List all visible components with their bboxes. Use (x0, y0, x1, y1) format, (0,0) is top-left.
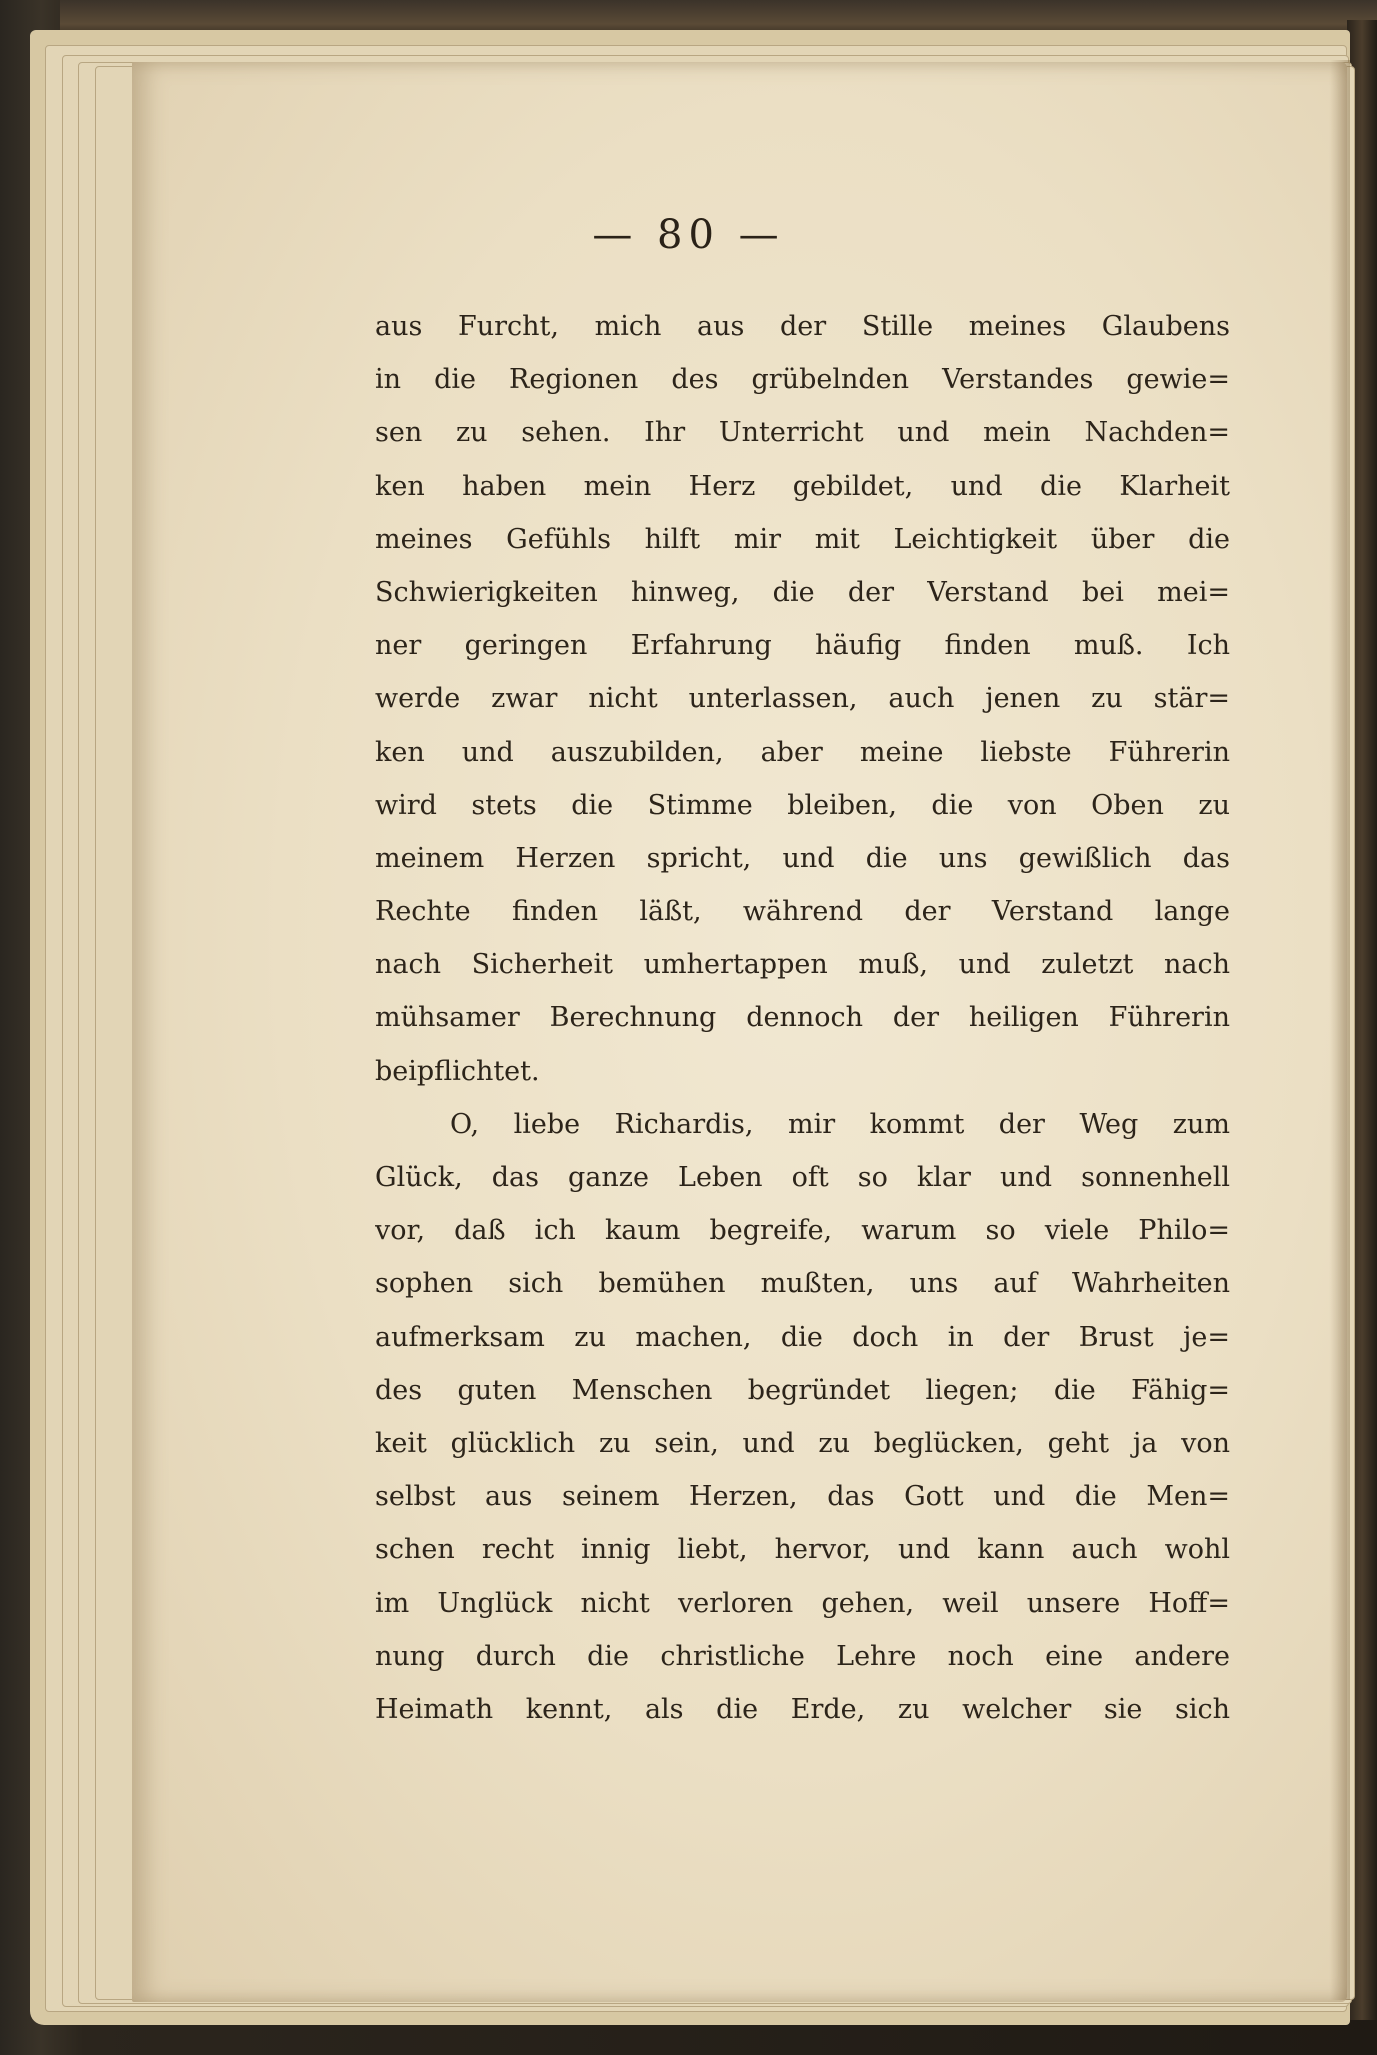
text-line: des guten Menschen begründet liegen; die Fähig= (375, 1374, 1230, 1406)
text-line: O, liebe Richardis, mir kommt der Weg zum (450, 1108, 1230, 1140)
text-line: ner geringen Erfahrung häufig finden muß. Ich (375, 630, 1230, 662)
text-line: im Unglück nicht verloren gehen, weil unsere Hoff= (375, 1587, 1230, 1619)
text-line: meinem Herzen spricht, und die uns gewißlich das (375, 842, 1230, 874)
text-line: Heimath kennt, als die Erde, zu welcher sie sich (375, 1693, 1230, 1725)
text-line: ken und auszubilden, aber meine liebste Führerin (375, 736, 1230, 768)
text-line: wird stets die Stimme bleiben, die von Oben zu (375, 789, 1230, 821)
text-line: beipflichtet. (375, 1055, 540, 1087)
body-text (375, 300, 1230, 1736)
text-line: sen zu sehen. Ihr Unterricht und mein Nachden= (375, 417, 1230, 449)
paragraph-2 (375, 1098, 1230, 1736)
text-line: keit glücklich zu sein, und zu beglücken, geht ja von (375, 1427, 1230, 1459)
text-line: in die Regionen des grübelnden Verstandes gewie= (375, 364, 1230, 396)
text-line: aufmerksam zu machen, die doch in der Brust je= (375, 1321, 1230, 1353)
text-line: mühsamer Berechnung dennoch der heiligen Führerin (375, 1002, 1230, 1034)
page-number: — 80 — (592, 212, 785, 258)
text-line: Rechte finden läßt, während der Verstand lange (375, 896, 1230, 928)
text-line: nung durch die christliche Lehre noch eine andere (375, 1640, 1230, 1672)
text-line: schen recht innig liebt, hervor, und kann auch wohl (375, 1534, 1230, 1566)
text-line: selbst aus seinem Herzen, das Gott und die Men= (375, 1481, 1230, 1513)
text-line: nach Sicherheit umhertappen muß, und zuletzt nach (375, 949, 1230, 981)
text-line: werde zwar nicht unterlassen, auch jenen zu stär= (375, 683, 1230, 715)
text-line: Schwierigkeiten hinweg, die der Verstand bei mei= (375, 576, 1230, 608)
text-line: vor, daß ich kaum begreife, warum so viele Philo= (375, 1215, 1230, 1247)
text-line: meines Gefühls hilft mir mit Leichtigkeit über die (375, 523, 1230, 555)
text-line: Glück, das ganze Leben oft so klar und sonnenhell (375, 1162, 1230, 1193)
text-line: aus Furcht, mich aus der Stille meines Glaubens (375, 311, 1230, 342)
paragraph-1 (375, 300, 1230, 1098)
text-line: sophen sich bemühen mußten, uns auf Wahrheiten (375, 1268, 1230, 1300)
spine-shadow (1330, 60, 1350, 2000)
text-line: ken haben mein Herz gebildet, und die Klarheit (375, 470, 1230, 502)
